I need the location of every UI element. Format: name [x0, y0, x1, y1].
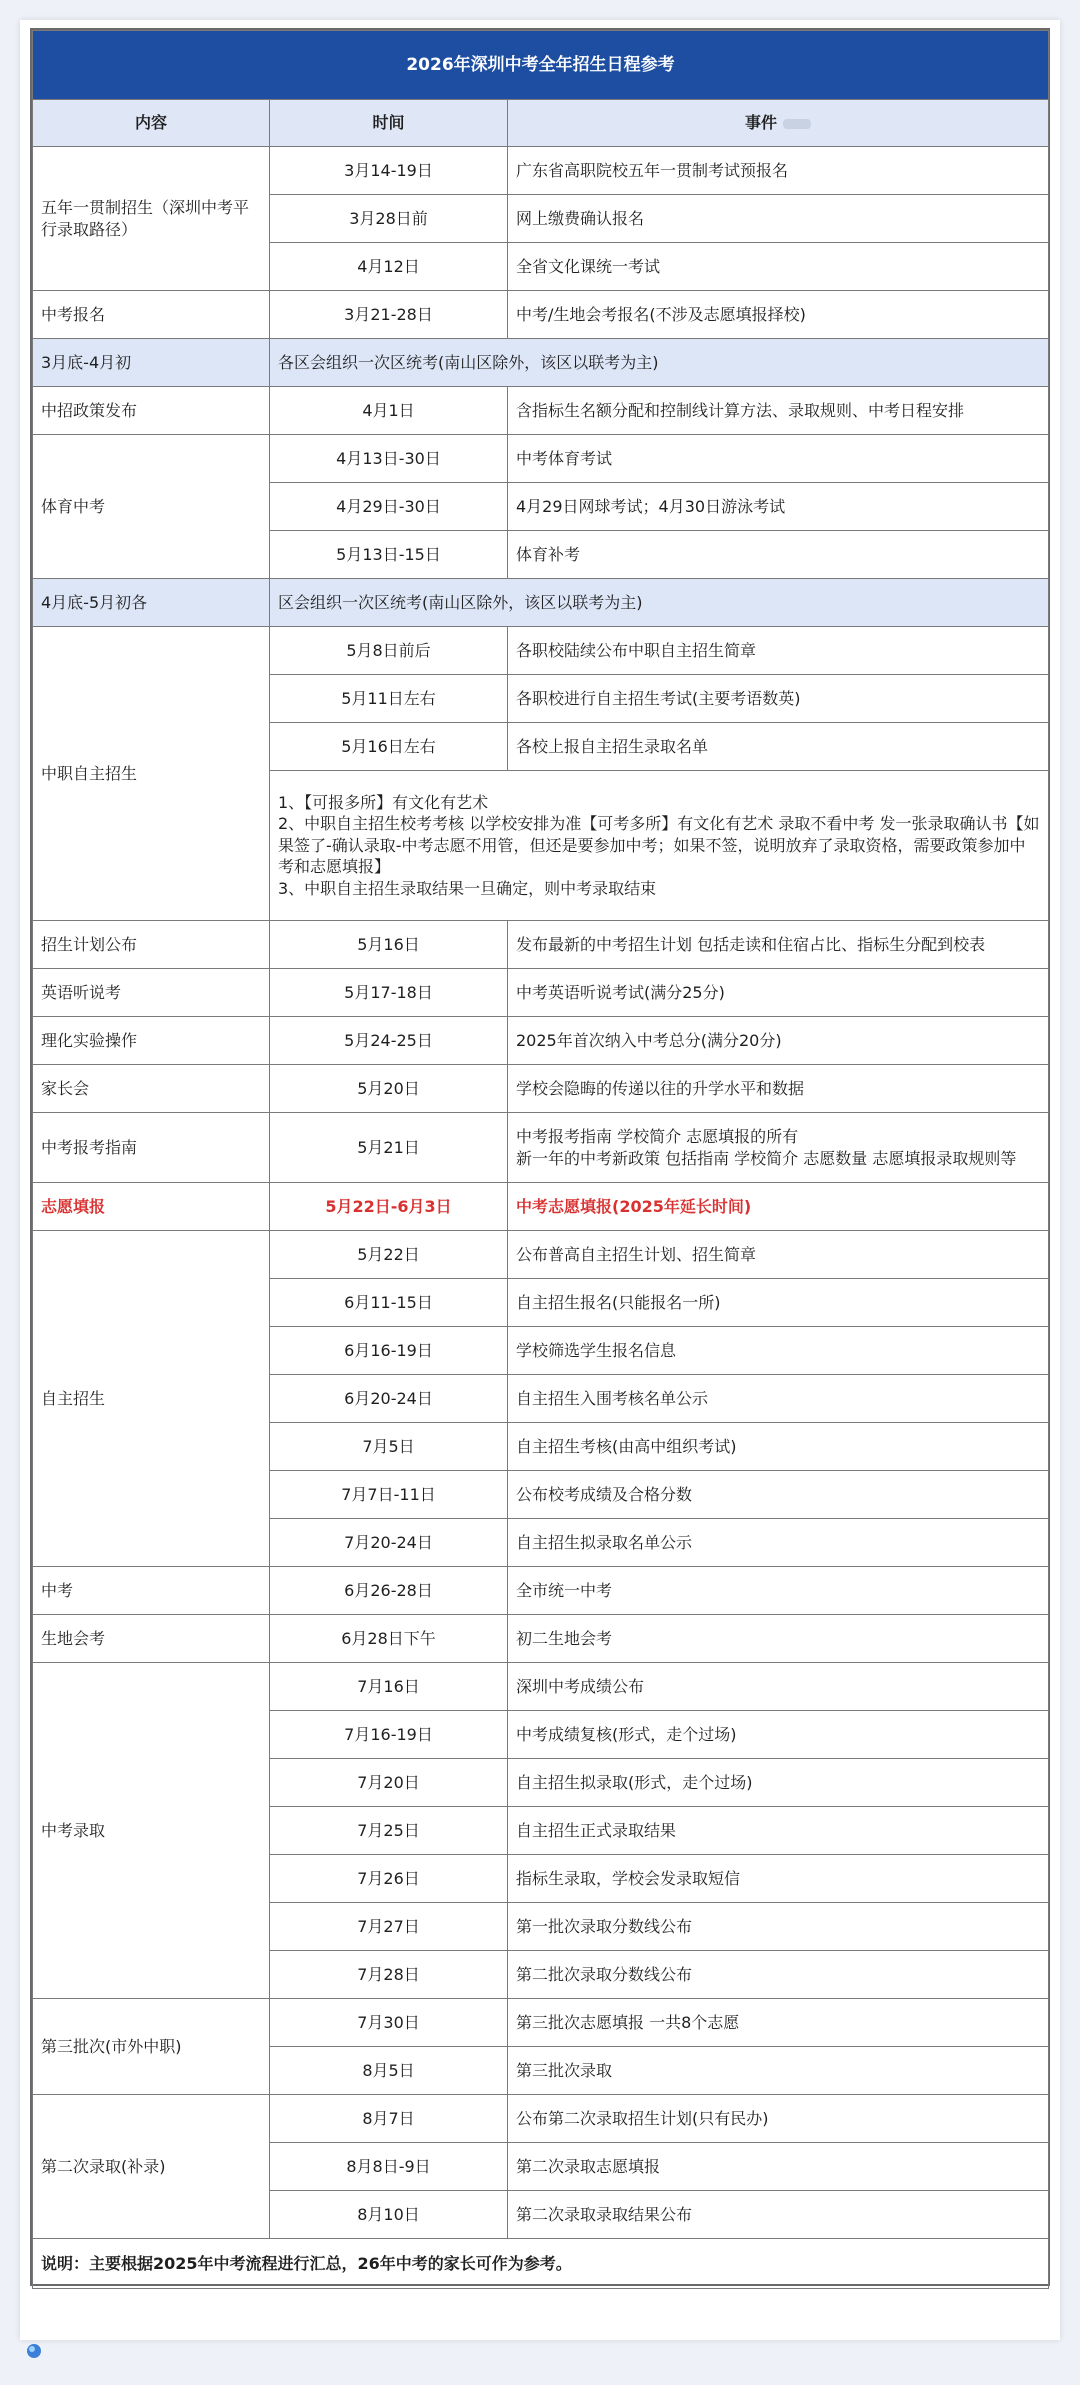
- header-time: 时间: [270, 100, 508, 147]
- row-time: 8月8日-9日: [270, 2143, 508, 2191]
- row-time: 7月26日: [270, 1855, 508, 1903]
- group-label: 第三批次(市外中职): [33, 1999, 270, 2095]
- group-label: 家长会: [33, 1065, 270, 1113]
- row-time: 5月17-18日: [270, 969, 508, 1017]
- row-time: 7月20日: [270, 1759, 508, 1807]
- row-event: 指标生录取，学校会发录取短信: [508, 1855, 1049, 1903]
- row-event: 4月29日网球考试；4月30日游泳考试: [508, 483, 1049, 531]
- row-time: 5月21日: [270, 1113, 508, 1183]
- group-label: 志愿填报: [33, 1183, 270, 1231]
- row-time: 4月29日-30日: [270, 483, 508, 531]
- table-row: [33, 1663, 1049, 1711]
- group-label: 五年一贯制招生（深圳中考平行录取路径）: [33, 147, 270, 291]
- row-event: 全省文化课统一考试: [508, 243, 1049, 291]
- row-event: 中考/生地会考报名(不涉及志愿填报择校): [508, 291, 1049, 339]
- group-label: 4月底-5月初各: [33, 579, 270, 627]
- row-event: 自主招生报名(只能报名一所): [508, 1279, 1049, 1327]
- row-event: 第二批次录取分数线公布: [508, 1951, 1049, 1999]
- row-event: 各校上报自主招生录取名单: [508, 723, 1049, 771]
- footer-note: 说明：主要根据2025年中考流程进行汇总，26年中考的家长可作为参考。: [33, 2239, 1049, 2289]
- row-time: 5月20日: [270, 1065, 508, 1113]
- row-event: 公布普高自主招生计划、招生简章: [508, 1231, 1049, 1279]
- band-row: [33, 579, 1049, 627]
- row-time: 7月20-24日: [270, 1519, 508, 1567]
- row-time: 3月21-28日: [270, 291, 508, 339]
- row-event: 自主招生正式录取结果: [508, 1807, 1049, 1855]
- row-time: 7月16-19日: [270, 1711, 508, 1759]
- row-time: 7月28日: [270, 1951, 508, 1999]
- row-event: 各职校进行自主招生考试(主要考语数英): [508, 675, 1049, 723]
- table-row: [33, 1065, 1049, 1113]
- row-time: 7月5日: [270, 1423, 508, 1471]
- row-time: 7月27日: [270, 1903, 508, 1951]
- band-row: [33, 339, 1049, 387]
- row-time: 3月14-19日: [270, 147, 508, 195]
- table-row: [33, 435, 1049, 483]
- table-row: [33, 969, 1049, 1017]
- row-time: 8月5日: [270, 2047, 508, 2095]
- group-label: 中职自主招生: [33, 627, 270, 921]
- group-label: 中招政策发布: [33, 387, 270, 435]
- table-title-row: [33, 31, 1049, 100]
- event-line: 新一年的中考新政策 包括指南 学校简介 志愿数量 志愿填报录取规则等: [516, 1148, 1017, 1168]
- row-event: 中考成绩复核(形式，走个过场): [508, 1711, 1049, 1759]
- note-line: 1、【可报多所】有文化有艺术: [278, 792, 489, 812]
- event-line: 中考报考指南 学校简介 志愿填报的所有: [516, 1126, 799, 1146]
- row-event: 第三批次志愿填报 一共8个志愿: [508, 1999, 1049, 2047]
- row-time: 7月7日-11日: [270, 1471, 508, 1519]
- table-row: [33, 2095, 1049, 2143]
- table-row: [33, 1567, 1049, 1615]
- blurred-mark: [783, 119, 811, 129]
- row-time: 6月26-28日: [270, 1567, 508, 1615]
- schedule-table: [32, 30, 1049, 2289]
- row-time: 5月16日左右: [270, 723, 508, 771]
- row-event: 初二生地会考: [508, 1615, 1049, 1663]
- footer-row: [33, 2239, 1049, 2289]
- row-event: 自主招生拟录取名单公示: [508, 1519, 1049, 1567]
- row-time: 5月13日-15日: [270, 531, 508, 579]
- row-event: 含指标生名额分配和控制线计算方法、录取规则、中考日程安排: [508, 387, 1049, 435]
- row-time: 5月11日左右: [270, 675, 508, 723]
- group-label: 中考报考指南: [33, 1113, 270, 1183]
- table-row: [33, 1017, 1049, 1065]
- row-event: 深圳中考成绩公布: [508, 1663, 1049, 1711]
- table-row: [33, 1615, 1049, 1663]
- row-time: 4月13日-30日: [270, 435, 508, 483]
- app-logo-icon: [26, 2343, 42, 2359]
- table-row: [33, 1999, 1049, 2047]
- schedule-sheet: [20, 20, 1060, 2340]
- row-time: 8月10日: [270, 2191, 508, 2239]
- group-label: 生地会考: [33, 1615, 270, 1663]
- row-event: [508, 1113, 1049, 1183]
- row-event: 第一批次录取分数线公布: [508, 1903, 1049, 1951]
- highlight-row: [33, 1183, 1049, 1231]
- row-event: 第二次录取录取结果公布: [508, 2191, 1049, 2239]
- band-event: 区会组织一次区统考(南山区除外，该区以联考为主): [270, 579, 1049, 627]
- row-event: 自主招生入围考核名单公示: [508, 1375, 1049, 1423]
- table-row: [33, 627, 1049, 675]
- table-row: [33, 147, 1049, 195]
- note-line: 3、中职自主招生录取结果一旦确定，则中考录取结束: [278, 878, 657, 898]
- group-label: 招生计划公布: [33, 921, 270, 969]
- group-label: 中考报名: [33, 291, 270, 339]
- row-event: 第二次录取志愿填报: [508, 2143, 1049, 2191]
- row-time: 3月28日前: [270, 195, 508, 243]
- row-time: 5月16日: [270, 921, 508, 969]
- row-event: 全市统一中考: [508, 1567, 1049, 1615]
- row-event: 自主招生拟录取(形式，走个过场): [508, 1759, 1049, 1807]
- table-title: 2026年深圳中考全年招生日程参考: [33, 31, 1049, 100]
- group-label: 理化实验操作: [33, 1017, 270, 1065]
- row-time: 6月28日下午: [270, 1615, 508, 1663]
- schedule-table-frame: [30, 28, 1050, 2286]
- group-label: 3月底-4月初: [33, 339, 270, 387]
- row-time: 6月11-15日: [270, 1279, 508, 1327]
- table-row: [33, 291, 1049, 339]
- row-event: 发布最新的中考招生计划 包括走读和住宿占比、指标生分配到校表: [508, 921, 1049, 969]
- row-event: 公布校考成绩及合格分数: [508, 1471, 1049, 1519]
- row-time: 8月7日: [270, 2095, 508, 2143]
- row-event: 体育补考: [508, 531, 1049, 579]
- row-event: 中考体育考试: [508, 435, 1049, 483]
- group-label: 体育中考: [33, 435, 270, 579]
- group-label: 中考录取: [33, 1663, 270, 1999]
- row-event: 第三批次录取: [508, 2047, 1049, 2095]
- row-time: 5月8日前后: [270, 627, 508, 675]
- group-label: 英语听说考: [33, 969, 270, 1017]
- group-label: 中考: [33, 1567, 270, 1615]
- row-event: 自主招生考核(由高中组织考试): [508, 1423, 1049, 1471]
- row-time: 4月1日: [270, 387, 508, 435]
- row-event: 学校筛选学生报名信息: [508, 1327, 1049, 1375]
- row-time: 7月30日: [270, 1999, 508, 2047]
- header-content: 内容: [33, 100, 270, 147]
- row-event: 中考志愿填报(2025年延长时间): [508, 1183, 1049, 1231]
- row-time: 5月24-25日: [270, 1017, 508, 1065]
- row-event: 2025年首次纳入中考总分(满分20分): [508, 1017, 1049, 1065]
- note-block: [270, 771, 1049, 921]
- row-event: 公布第二次录取招生计划(只有民办): [508, 2095, 1049, 2143]
- group-label: 第二次录取(补录): [33, 2095, 270, 2239]
- table-row: [33, 1113, 1049, 1183]
- row-event: 广东省高职院校五年一贯制考试预报名: [508, 147, 1049, 195]
- band-event: 各区会组织一次区统考(南山区除外，该区以联考为主): [270, 339, 1049, 387]
- row-time: 5月22日: [270, 1231, 508, 1279]
- row-time: 6月20-24日: [270, 1375, 508, 1423]
- group-label: 自主招生: [33, 1231, 270, 1567]
- table-row: [33, 921, 1049, 969]
- table-header-row: [33, 100, 1049, 147]
- table-row: [33, 1231, 1049, 1279]
- header-event: 事件: [508, 100, 1049, 147]
- table-row: [33, 387, 1049, 435]
- row-time: 5月22日-6月3日: [270, 1183, 508, 1231]
- row-time: 4月12日: [270, 243, 508, 291]
- note-line: 2、中职自主招生校考考核 以学校安排为准【可考多所】有文化有艺术 录取不看中考 发一张录取确认书【如果签了-确认录取-中考志愿不用管，但还是要参加中考；如果不签，说明放弃了录取资格，需要政策参加中考和志愿填报】: [278, 814, 1040, 877]
- row-event: 中考英语听说考试(满分25分): [508, 969, 1049, 1017]
- row-event: 网上缴费确认报名: [508, 195, 1049, 243]
- row-time: 6月16-19日: [270, 1327, 508, 1375]
- row-time: 7月16日: [270, 1663, 508, 1711]
- row-event: 各职校陆续公布中职自主招生简章: [508, 627, 1049, 675]
- row-time: 7月25日: [270, 1807, 508, 1855]
- row-event: 学校会隐晦的传递以往的升学水平和数据: [508, 1065, 1049, 1113]
